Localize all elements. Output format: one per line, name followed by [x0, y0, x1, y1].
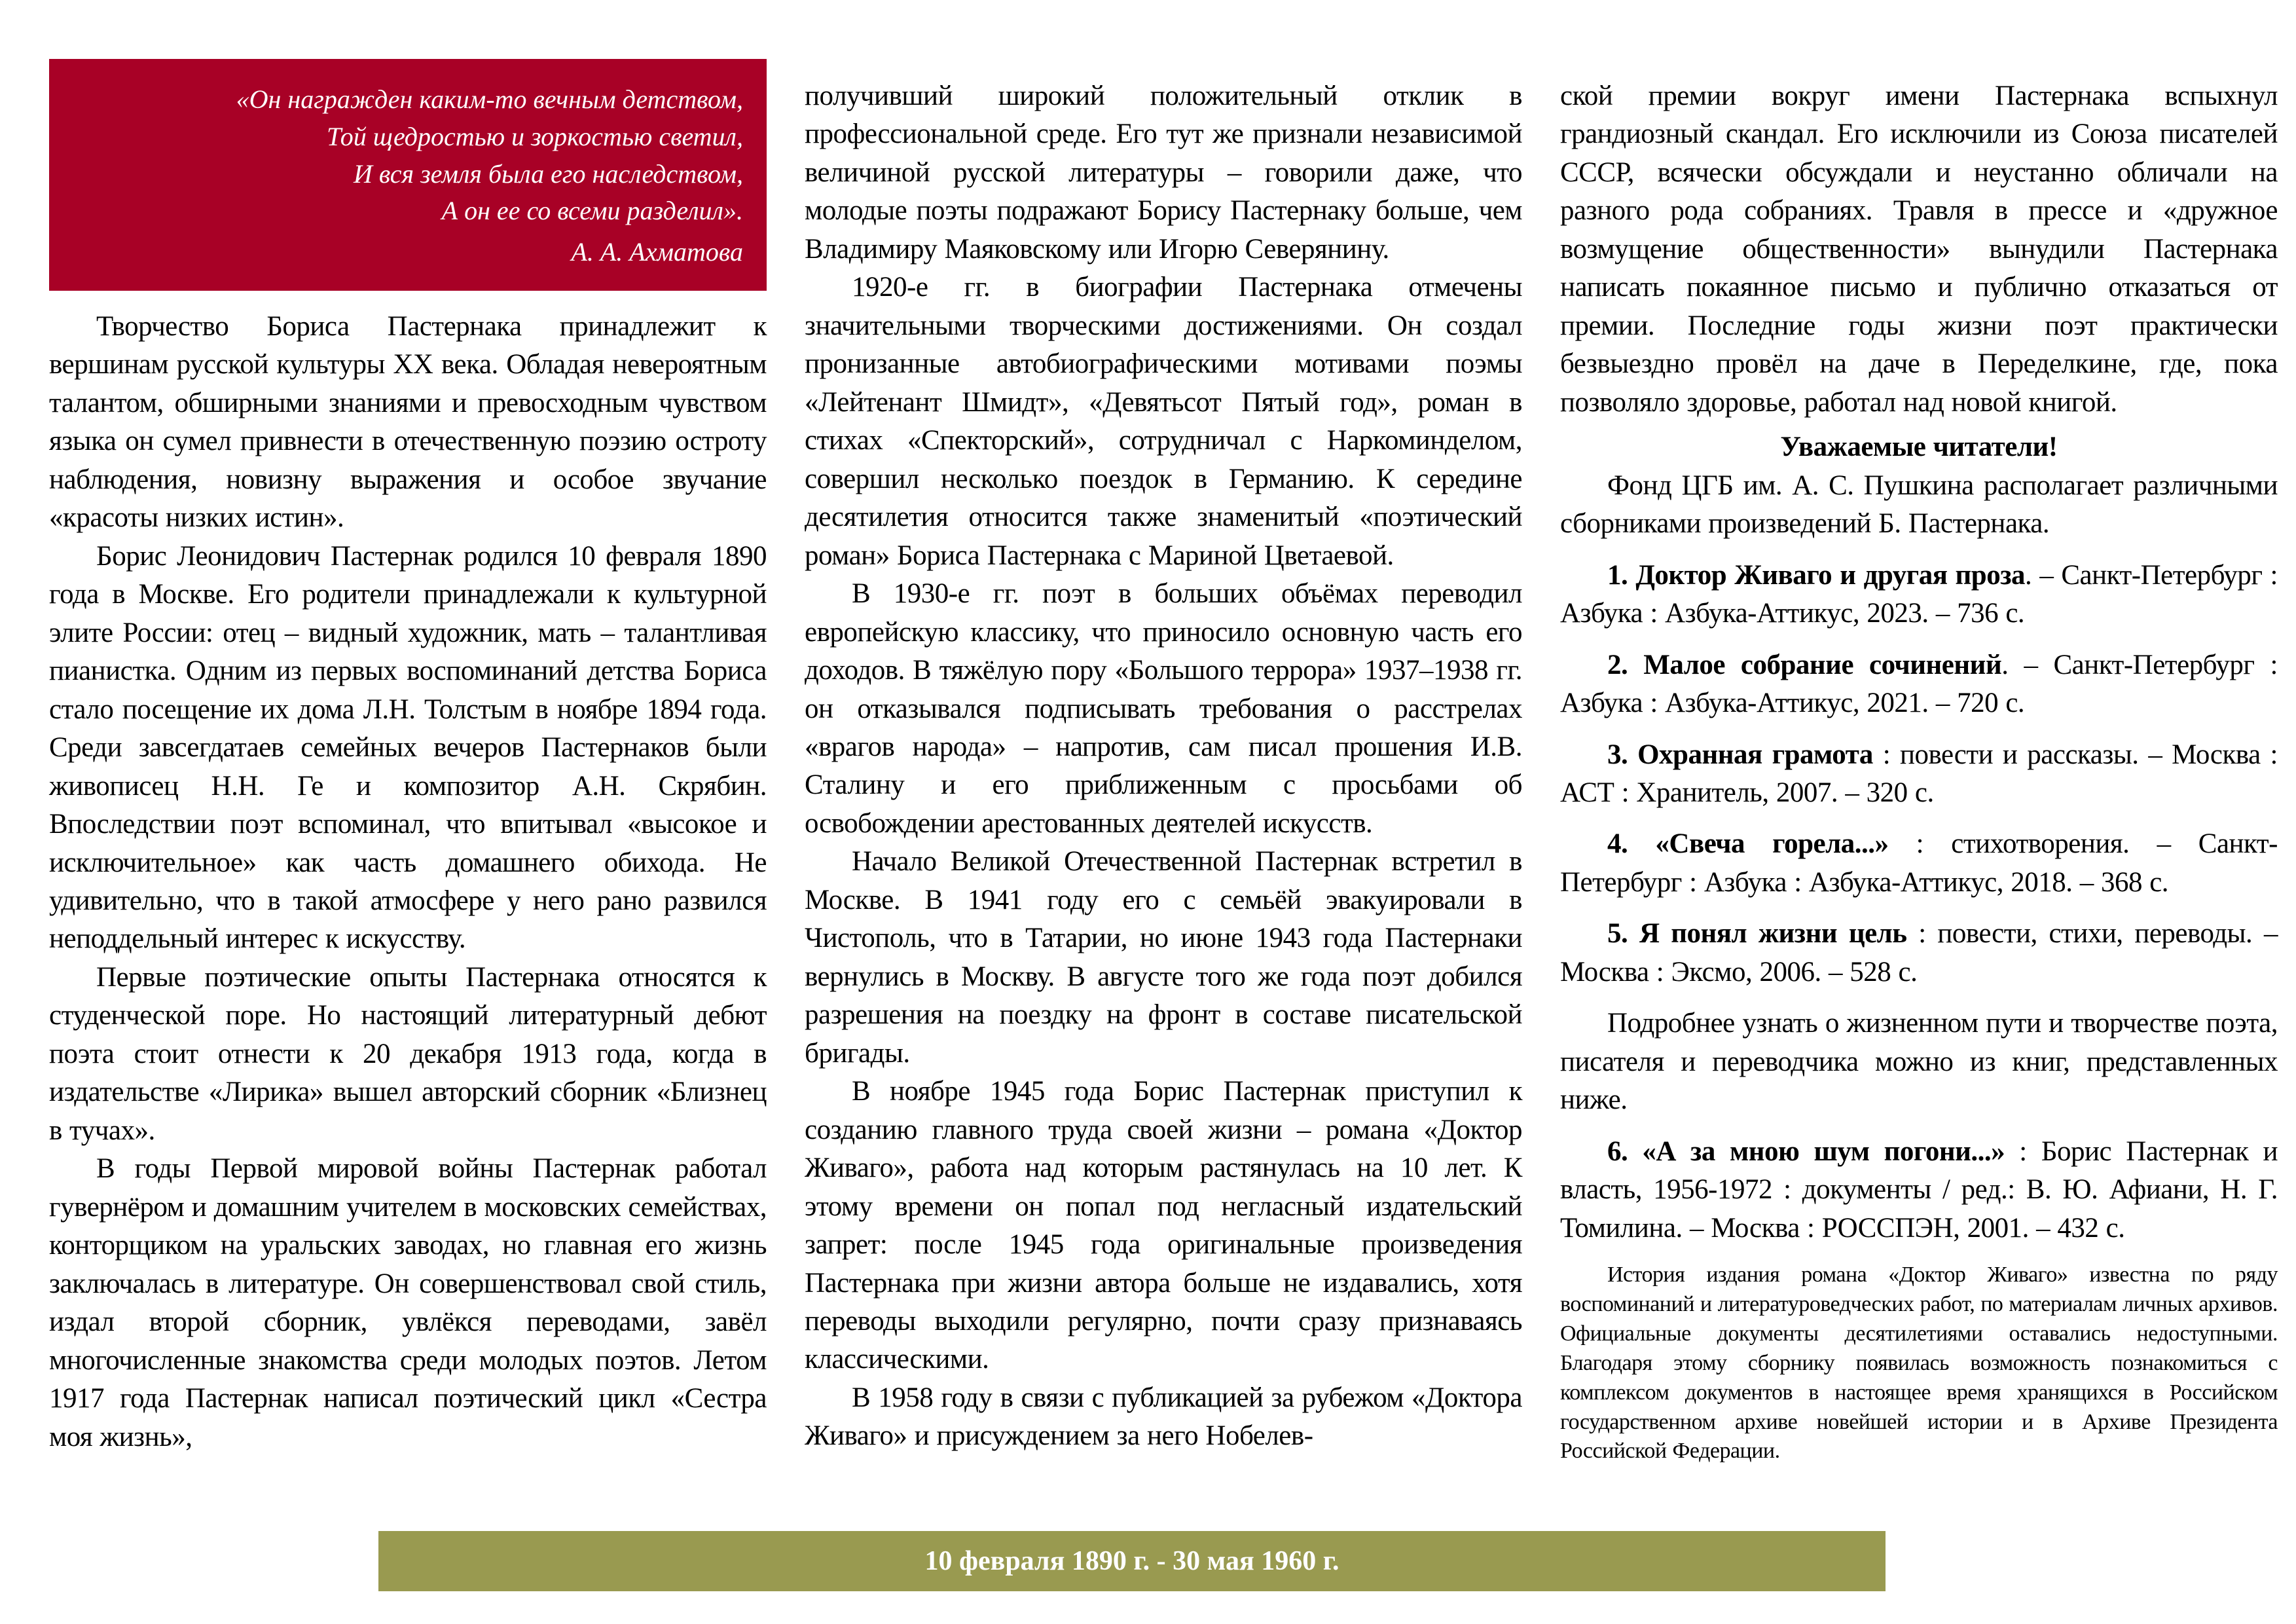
- akhmatova-quote-box: [49, 59, 767, 291]
- text-run: Творчество Бориса Пастернака принадлежит к вершинам русской культуры XX века. Обладая невероятным талантом, обширными знаниями и превосходным чувством языка он сумел привнести в отечественную поэзию остроту наблюдения, новизну выражения и особое звучание «красоты низких истин».: [49, 310, 767, 534]
- text-run: 1920-е гг. в биографии Пастернака отмечены значительными творческими достижениями. Он создал пронизанные автобиографическими мотивами поэмы «Лейтенант Шмидт», «Девятьсот Пятый год», роман в стихах «Спекторский», сотрудничал с Наркоминделом, совершил несколько поездок в Германию. К середине десятилетия относится также знаменитый «поэтический роман» Бориса Пастернака с Мариной Цветаевой.: [805, 272, 1522, 571]
- paragraph: [49, 538, 767, 959]
- quote-line: А он ее со всеми разделил».: [441, 196, 743, 226]
- text-run: Уважаемые читатели!: [1780, 432, 2058, 463]
- paragraph: [1560, 1005, 2278, 1119]
- quote-line: И вся земля была его наследством,: [354, 158, 743, 189]
- paragraph: [805, 1379, 1522, 1456]
- text-run: Подробнее узнать о жизненном пути и творчестве поэта, писателя и переводчика можно из книг, представленных ниже.: [1560, 1008, 2278, 1116]
- text-run: : повести, стихи, переводы. – Москва : Эксмо, 2006. – 528 с.: [1560, 918, 2278, 987]
- quote-line: «Он награжден каким-то вечным детством,: [236, 84, 743, 114]
- paragraph: [805, 843, 1522, 1073]
- text-run: получивший широкий положительный отклик в профессиональной среде. Его тут же признали независимой величиной русской литературы – говорили даже, что молодые поэты подражают Борису Пастернаку больше, чем Владимиру Маяковскому или Игорю Северянину.: [805, 81, 1522, 265]
- text-run: 2. Малое собрание сочинений: [1607, 649, 2002, 680]
- column-2: [805, 59, 1522, 1456]
- paragraph: [49, 308, 767, 538]
- text-run: . – Санкт-Петербург : Азбука : Азбука-Аттикус, 2023. – 736 с.: [1560, 559, 2278, 629]
- quote-line: Той щедростью и зоркостью светил,: [326, 121, 743, 151]
- paragraph: [1560, 1261, 2278, 1466]
- life-dates-banner: [378, 1531, 1886, 1591]
- book-item: [1560, 915, 2278, 991]
- paragraph: [1560, 77, 2278, 422]
- paragraph: [805, 268, 1522, 575]
- life-dates-text: 10 февраля 1890 г. - 30 мая 1960 г.: [924, 1546, 1339, 1576]
- text-run: : повести и рассказы. – Москва : АСТ : Хранитель, 2007. – 320 с.: [1560, 739, 2278, 808]
- text-run: 4. «Свеча горела...»: [1607, 828, 1889, 860]
- quote-author: А. А. Ахматова: [571, 237, 743, 267]
- text-run: . – Санкт-Петербург : Азбука : Азбука-Аттикус, 2021. – 720 с.: [1560, 649, 2278, 719]
- text-run: : Борис Пастернак и власть, 1956-1972 : документы / ред.: В. Ю. Афиани, Н. Г. Томилина. – Москва : РОССПЭН, 2001. – 432 с.: [1560, 1135, 2278, 1244]
- text-run: В годы Первой мировой войны Пастернак работал гувернёром и домашним учителем в московских семействах, конторщиком на уральских заводах, но главная его жизнь заключалась в литературе. Он совершенствовал свой стиль, издал второй сборник, увлёкся переводами, завёл многочисленные знакомства среди молодых поэтов. Летом 1917 года Пастернак написал поэтический цикл «Сестра моя жизнь»,: [49, 1153, 767, 1452]
- text-run: 3. Охранная грамота: [1607, 739, 1873, 770]
- text-run: 1. Доктор Живаго и другая проза: [1607, 559, 2025, 591]
- book-item: [1560, 825, 2278, 902]
- paragraph: [1560, 467, 2278, 544]
- paragraph: [805, 575, 1522, 843]
- book-item: [1560, 646, 2278, 723]
- text-run: В 1958 году в связи с публикацией за рубежом «Доктора Живаго» и присуждением за него Нобелев-: [805, 1382, 1522, 1452]
- paragraph: [49, 959, 767, 1150]
- text-run: История издания романа «Доктор Живаго» известна по ряду воспоминаний и литературоведческих работ, по материалам личных архивов. Официальные документы десятилетиями оставались недоступными. Благодаря этому сборнику появилась возможность познакомиться с комплексом документов в настоящее время хранящихся в Российском государственном архиве новейшей истории и в Архиве Президента Российской Федерации.: [1560, 1263, 2278, 1464]
- text-run: ской премии вокруг имени Пастернака вспыхнул грандиозный скандал. Его исключили из Союза писателей СССР, всячески обсуждали и неустанно обличали на разного рода собраниях. Травля в прессе и «дружное возмущение общественности» вынудили Пастернака написать покаянное письмо и публично отказаться от премии. Последние годы жизни поэт практически безвыездно провёл на даче в Переделкине, где, пока позволяло здоровье, работал над новой книгой.: [1560, 81, 2278, 418]
- paragraph: [805, 77, 1522, 268]
- text-run: 6. «А за мною шум погони...»: [1607, 1135, 2005, 1167]
- text-run: Фонд ЦГБ им. А. С. Пушкина располагает различными сборниками произведений Б. Пастернака.: [1560, 470, 2278, 540]
- book-item: [1560, 1133, 2278, 1247]
- book-item: [1560, 736, 2278, 813]
- text-run: Борис Леонидович Пастернак родился 10 февраля 1890 года в Москве. Его родители принадлежали к культурной элите России: отец – видный художник, мать – талантливая пианистка. Одним из первых воспоминаний детства Бориса стало посещение их дома Л.Н. Толстым в ноябре 1894 года. Среди завсегдатаев семейных вечеров Пастернаков были живописец Н.Н. Ге и композитор А.Н. Скрябин. Впоследствии поэт вспоминал, что впитывал «высокое и исключительное» как часть домашнего обихода. Не удивительно, что в такой атмосфере у него рано развился неподдельный интерес к искусству.: [49, 540, 767, 955]
- text-run: : стихотворения. – Санкт-Петербург : Азбука : Азбука-Аттикус, 2018. – 368 с.: [1560, 828, 2278, 898]
- column-3: [1560, 59, 2278, 1466]
- paragraph: [49, 1150, 767, 1456]
- columns-wrapper: [49, 59, 2278, 1466]
- column-1: [49, 59, 767, 1456]
- paragraph: [805, 1073, 1522, 1379]
- text-run: В 1930-е гг. поэт в больших объёмах переводил европейскую классику, что приносило основную часть его доходов. В тяжёлую пору «Большого террора» 1937–1938 гг. он отказывался подписывать требования о расстрелах «врагов народа» – напротив, сам писал прошения И.В. Сталину и его приближенным с просьбами об освобождении арестованных деятелей искусств.: [805, 578, 1522, 839]
- text-run: Первые поэтические опыты Пастернака относятся к студенческой поре. Но настоящий литературный дебют поэта стоит отнести к 20 декабря 1913 года, когда в издательстве «Лирика» вышел авторский сборник «Близнец в тучах».: [49, 961, 767, 1146]
- section-heading: [1560, 428, 2278, 466]
- text-run: 5. Я понял жизни цель: [1607, 918, 1907, 950]
- book-item: [1560, 557, 2278, 633]
- text-run: В ноябре 1945 года Борис Пастернак приступил к созданию главного труда своей жизни – романа «Доктор Живаго», работа над которым растянулась на 10 лет. К этому времени он попал под негласный издательский запрет: после 1945 года оригинальные произведения Пастернака при жизни автора больше не издавались, хотя переводы выходили регулярно, почти сразу признаваясь классическими.: [805, 1076, 1522, 1375]
- text-run: Начало Великой Отечественной Пастернак встретил в Москве. В 1941 году его с семьёй эвакуировали в Чистополь, что в Татарии, но июне 1943 года Пастернаки вернулись в Москву. В августе того же года поэт добился разрешения на поездку на фронт в составе писательской бригады.: [805, 846, 1522, 1069]
